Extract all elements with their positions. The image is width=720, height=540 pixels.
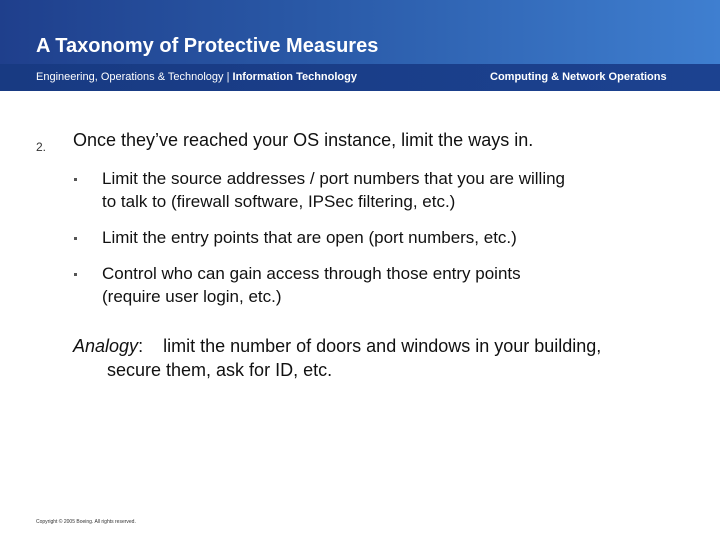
bullet-line: Limit the source addresses / port numbers that you are willing	[102, 169, 566, 188]
bullet-icon	[74, 237, 77, 240]
bullet-item-3	[102, 262, 692, 308]
analogy-paragraph: Analogy: limit the number of doors and windows in your building, secure them, ask for ID, etc.	[73, 336, 602, 380]
bullet-line: Control who can gain access through those entry points	[102, 264, 521, 283]
division-label: Computing & Network Operations	[490, 71, 667, 83]
bullet-line: (require user login, etc.)	[102, 287, 282, 306]
bullet-icon	[74, 178, 77, 181]
bullet-line: Limit the entry points that are open (port numbers, etc.)	[102, 228, 517, 247]
analogy-label: Analogy	[73, 336, 139, 356]
analogy-text-continued: secure them, ask for ID, etc.	[107, 360, 333, 380]
bullet-line: to talk to (firewall software, IPSec filtering, etc.)	[102, 192, 456, 211]
department-name: Information Technology	[232, 71, 357, 83]
analogy-text: limit the number of doors and windows in your building,	[163, 336, 602, 356]
slide-title: A Taxonomy of Protective Measures	[36, 35, 379, 57]
bullet-item-1	[102, 167, 692, 213]
department-prefix: Engineering, Operations & Technology |	[36, 71, 230, 83]
bullet-item-2	[102, 226, 692, 249]
bullet-icon	[74, 273, 77, 276]
copyright-notice: Copyright © 2005 Boeing. All rights reserved.	[36, 519, 136, 525]
department-label	[36, 71, 357, 83]
item-number: 2.	[36, 140, 47, 154]
main-point: Once they’ve reached your OS instance, limit the ways in.	[73, 130, 534, 150]
